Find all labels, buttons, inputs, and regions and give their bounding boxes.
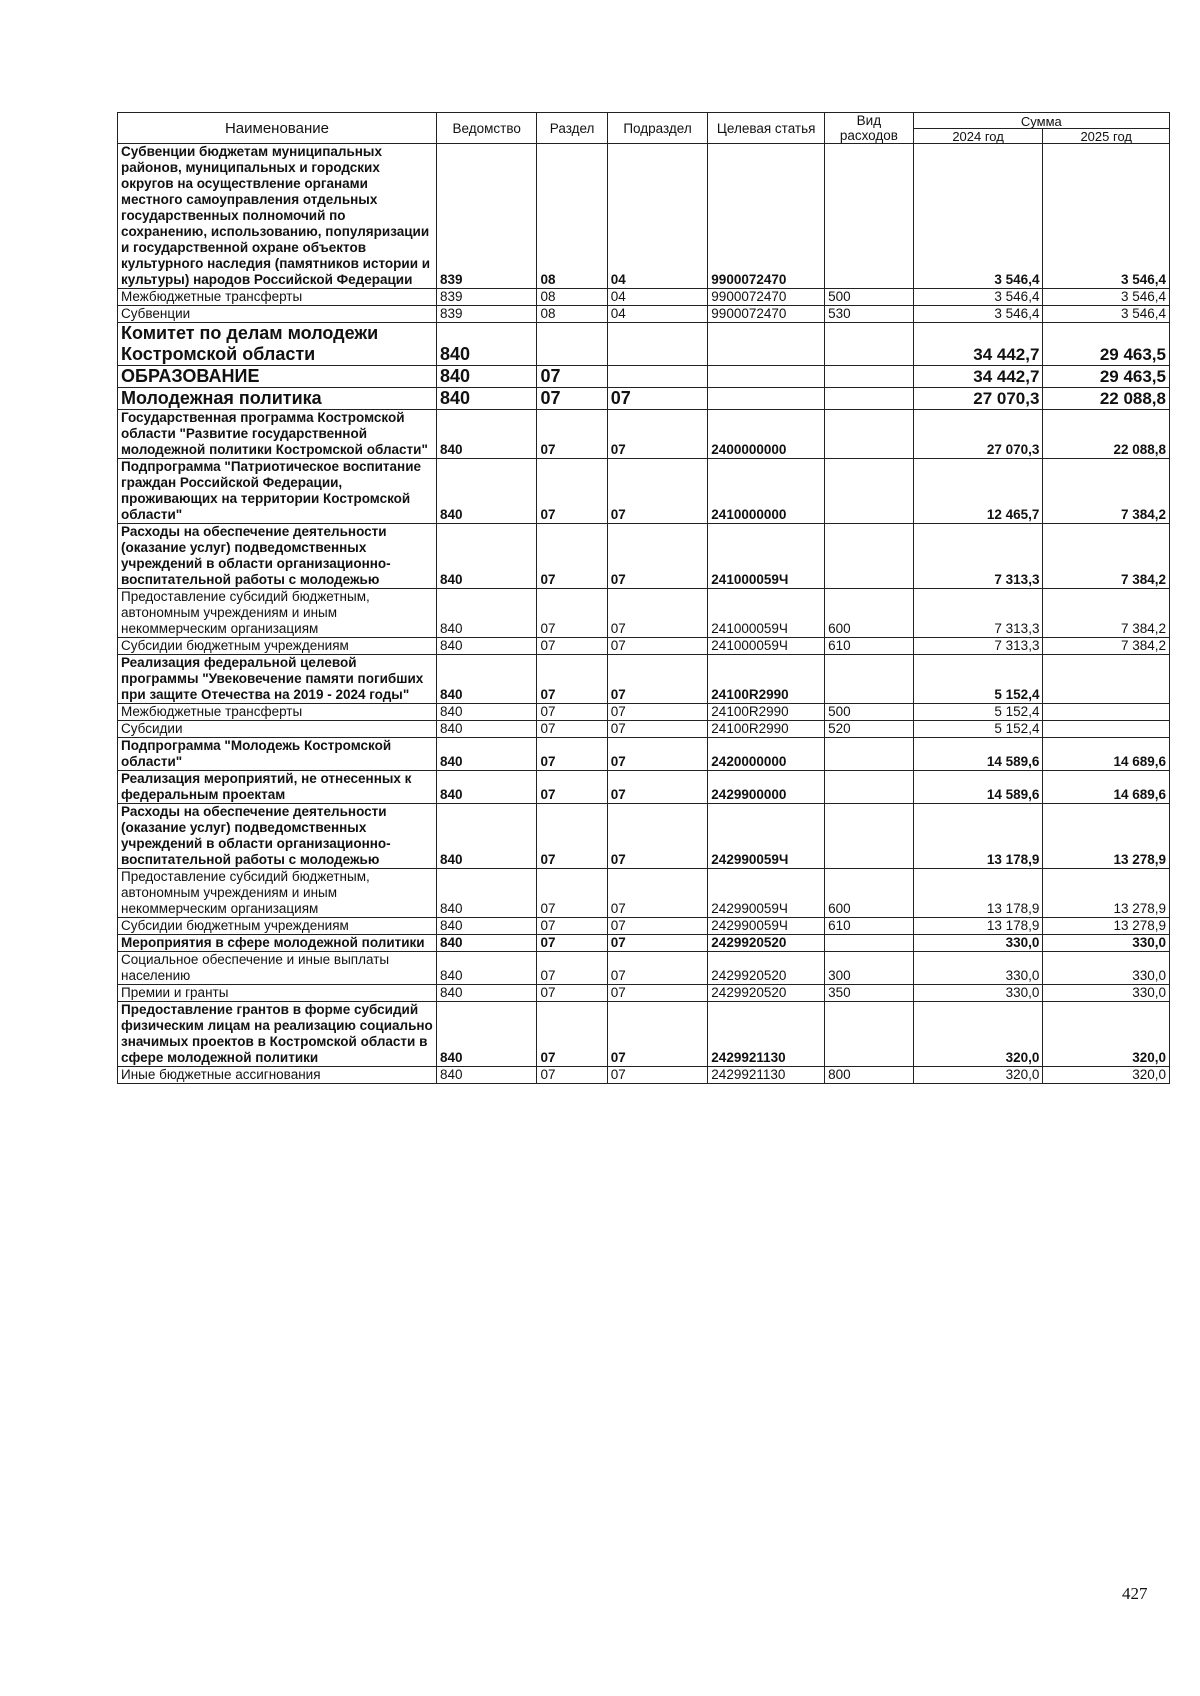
cell-section: 07 xyxy=(537,704,607,721)
cell-department: 840 xyxy=(436,388,537,410)
cell-section: 07 xyxy=(537,721,607,738)
cell-section: 07 xyxy=(537,410,607,459)
cell-sum-2025: 3 546,4 xyxy=(1043,289,1170,306)
cell-target: 24100R2990 xyxy=(708,655,825,704)
table-row xyxy=(118,289,1170,306)
cell-kind: 300 xyxy=(825,952,914,985)
cell-sum-2025: 320,0 xyxy=(1043,1002,1170,1067)
cell-sum-2024: 27 070,3 xyxy=(913,410,1043,459)
cell-target: 2429900000 xyxy=(708,771,825,804)
cell-kind xyxy=(825,524,914,589)
cell-target: 2400000000 xyxy=(708,410,825,459)
table-row xyxy=(118,804,1170,869)
cell-subsection: 07 xyxy=(607,804,708,869)
cell-section: 07 xyxy=(537,459,607,524)
budget-table xyxy=(117,112,1170,1084)
cell-name: Реализация мероприятий, не отнесенных к федеральным проектам xyxy=(118,771,437,804)
cell-name: Социальное обеспечение и иные выплаты населению xyxy=(118,952,437,985)
cell-department: 840 xyxy=(436,1067,537,1084)
cell-sum-2024: 3 546,4 xyxy=(913,306,1043,323)
table-row xyxy=(118,935,1170,952)
cell-sum-2024: 14 589,6 xyxy=(913,771,1043,804)
cell-department: 840 xyxy=(436,366,537,388)
cell-sum-2024: 330,0 xyxy=(913,935,1043,952)
cell-kind xyxy=(825,410,914,459)
cell-sum-2025: 13 278,9 xyxy=(1043,804,1170,869)
cell-target: 24100R2990 xyxy=(708,721,825,738)
cell-sum-2024: 5 152,4 xyxy=(913,655,1043,704)
cell-sum-2025: 7 384,2 xyxy=(1043,638,1170,655)
cell-subsection: 04 xyxy=(607,144,708,289)
cell-section: 07 xyxy=(537,638,607,655)
cell-sum-2024: 7 313,3 xyxy=(913,524,1043,589)
cell-section xyxy=(537,323,607,366)
cell-sum-2024: 5 152,4 xyxy=(913,721,1043,738)
cell-section: 07 xyxy=(537,366,607,388)
table-row xyxy=(118,655,1170,704)
cell-sum-2024: 13 178,9 xyxy=(913,869,1043,918)
cell-section: 07 xyxy=(537,388,607,410)
cell-sum-2025: 3 546,4 xyxy=(1043,306,1170,323)
cell-subsection: 07 xyxy=(607,459,708,524)
cell-sum-2025 xyxy=(1043,655,1170,704)
cell-kind xyxy=(825,459,914,524)
cell-sum-2024: 7 313,3 xyxy=(913,638,1043,655)
cell-kind: 530 xyxy=(825,306,914,323)
table-row xyxy=(118,738,1170,771)
cell-department: 840 xyxy=(436,1002,537,1067)
cell-sum-2024: 3 546,4 xyxy=(913,289,1043,306)
cell-name: Субсидии бюджетным учреждениям xyxy=(118,918,437,935)
cell-kind xyxy=(825,144,914,289)
cell-subsection: 07 xyxy=(607,1002,708,1067)
cell-sum-2024: 13 178,9 xyxy=(913,804,1043,869)
cell-name: ОБРАЗОВАНИЕ xyxy=(118,366,437,388)
cell-subsection: 07 xyxy=(607,985,708,1002)
cell-target: 9900072470 xyxy=(708,306,825,323)
cell-name: Реализация федеральной целевой программы "Увековечение памяти погибших при защите Отечества на 2019 - 2024 годы" xyxy=(118,655,437,704)
cell-target: 2429921130 xyxy=(708,1002,825,1067)
cell-section: 08 xyxy=(537,144,607,289)
cell-sum-2025 xyxy=(1043,721,1170,738)
cell-subsection: 04 xyxy=(607,289,708,306)
cell-name: Иные бюджетные ассигнования xyxy=(118,1067,437,1084)
cell-kind: 520 xyxy=(825,721,914,738)
header-subsection: Подраздел xyxy=(607,113,708,144)
cell-subsection: 04 xyxy=(607,306,708,323)
cell-sum-2024: 27 070,3 xyxy=(913,388,1043,410)
table-row xyxy=(118,952,1170,985)
cell-department: 840 xyxy=(436,985,537,1002)
cell-department: 840 xyxy=(436,771,537,804)
cell-sum-2024: 34 442,7 xyxy=(913,366,1043,388)
cell-subsection: 07 xyxy=(607,410,708,459)
cell-subsection xyxy=(607,323,708,366)
cell-sum-2024: 12 465,7 xyxy=(913,459,1043,524)
cell-sum-2024: 330,0 xyxy=(913,952,1043,985)
cell-department: 840 xyxy=(436,459,537,524)
cell-department: 840 xyxy=(436,704,537,721)
table-row xyxy=(118,366,1170,388)
table-row xyxy=(118,638,1170,655)
cell-department: 840 xyxy=(436,638,537,655)
cell-sum-2025: 14 689,6 xyxy=(1043,738,1170,771)
cell-section: 07 xyxy=(537,738,607,771)
cell-sum-2025: 330,0 xyxy=(1043,935,1170,952)
cell-name: Мероприятия в сфере молодежной политики xyxy=(118,935,437,952)
cell-department: 840 xyxy=(436,410,537,459)
page-number: 427 xyxy=(1122,1584,1148,1603)
cell-sum-2024: 14 589,6 xyxy=(913,738,1043,771)
cell-subsection: 07 xyxy=(607,638,708,655)
cell-section: 07 xyxy=(537,655,607,704)
cell-department: 840 xyxy=(436,524,537,589)
cell-target: 2429920520 xyxy=(708,985,825,1002)
table-row xyxy=(118,589,1170,638)
cell-subsection: 07 xyxy=(607,589,708,638)
cell-sum-2025: 13 278,9 xyxy=(1043,918,1170,935)
cell-department: 840 xyxy=(436,738,537,771)
cell-target: 242990059Ч xyxy=(708,804,825,869)
cell-kind: 350 xyxy=(825,985,914,1002)
cell-target: 242990059Ч xyxy=(708,869,825,918)
table-row xyxy=(118,721,1170,738)
cell-target: 2420000000 xyxy=(708,738,825,771)
cell-target: 241000059Ч xyxy=(708,524,825,589)
cell-target xyxy=(708,366,825,388)
cell-target: 2410000000 xyxy=(708,459,825,524)
cell-name: Расходы на обеспечение деятельности (оказание услуг) подведомственных учреждений в области организационно-воспитательной работы с молодежью xyxy=(118,524,437,589)
cell-sum-2024: 320,0 xyxy=(913,1002,1043,1067)
cell-subsection: 07 xyxy=(607,388,708,410)
table-row xyxy=(118,524,1170,589)
cell-subsection: 07 xyxy=(607,704,708,721)
table-row xyxy=(118,323,1170,366)
cell-sum-2024: 7 313,3 xyxy=(913,589,1043,638)
cell-sum-2025: 22 088,8 xyxy=(1043,388,1170,410)
cell-name: Субвенции xyxy=(118,306,437,323)
cell-kind: 500 xyxy=(825,704,914,721)
cell-kind: 600 xyxy=(825,869,914,918)
table-row xyxy=(118,771,1170,804)
cell-kind xyxy=(825,366,914,388)
cell-name: Комитет по делам молодежи Костромской области xyxy=(118,323,437,366)
cell-sum-2025: 320,0 xyxy=(1043,1067,1170,1084)
table-row xyxy=(118,459,1170,524)
header-name: Наименование xyxy=(118,113,437,144)
cell-kind: 610 xyxy=(825,918,914,935)
cell-section: 07 xyxy=(537,589,607,638)
cell-sum-2025: 29 463,5 xyxy=(1043,366,1170,388)
table-body xyxy=(118,144,1170,1084)
cell-sum-2025: 29 463,5 xyxy=(1043,323,1170,366)
cell-name: Межбюджетные трансферты xyxy=(118,289,437,306)
cell-department: 840 xyxy=(436,655,537,704)
cell-subsection: 07 xyxy=(607,918,708,935)
cell-section: 07 xyxy=(537,1067,607,1084)
cell-kind xyxy=(825,655,914,704)
cell-subsection: 07 xyxy=(607,771,708,804)
cell-sum-2024: 330,0 xyxy=(913,985,1043,1002)
cell-name: Молодежная политика xyxy=(118,388,437,410)
cell-name: Субвенции бюджетам муниципальных районов, муниципальных и городских округов на осуществление органами местного самоуправления отдельных государственных полномочий по сохранению, использованию, популяризации и государственной охране объектов культурного наследия (памятников истории и культуры) народов Российской Федерации xyxy=(118,144,437,289)
cell-target: 242990059Ч xyxy=(708,918,825,935)
cell-sum-2025: 330,0 xyxy=(1043,985,1170,1002)
cell-kind xyxy=(825,388,914,410)
cell-kind xyxy=(825,738,914,771)
cell-target: 9900072470 xyxy=(708,144,825,289)
cell-kind: 610 xyxy=(825,638,914,655)
cell-kind: 600 xyxy=(825,589,914,638)
cell-subsection: 07 xyxy=(607,721,708,738)
table-row xyxy=(118,410,1170,459)
cell-target: 241000059Ч xyxy=(708,589,825,638)
cell-section: 08 xyxy=(537,289,607,306)
cell-department: 840 xyxy=(436,952,537,985)
cell-name: Предоставление субсидий бюджетным, автономным учреждениям и иным некоммерческим организациям xyxy=(118,589,437,638)
cell-section: 07 xyxy=(537,918,607,935)
table-row xyxy=(118,144,1170,289)
table-row xyxy=(118,704,1170,721)
table-row xyxy=(118,306,1170,323)
cell-sum-2025: 13 278,9 xyxy=(1043,869,1170,918)
cell-target: 2429921130 xyxy=(708,1067,825,1084)
cell-subsection: 07 xyxy=(607,738,708,771)
header-section: Раздел xyxy=(537,113,607,144)
cell-target: 241000059Ч xyxy=(708,638,825,655)
cell-name: Предоставление грантов в форме субсидий физическим лицам на реализацию социально значимых проектов в Костромской области в сфере молодежной политики xyxy=(118,1002,437,1067)
cell-department: 840 xyxy=(436,869,537,918)
cell-sum-2025: 14 689,6 xyxy=(1043,771,1170,804)
cell-name: Субсидии xyxy=(118,721,437,738)
header-kind: Вид расходов xyxy=(825,113,914,144)
cell-kind xyxy=(825,935,914,952)
cell-kind: 800 xyxy=(825,1067,914,1084)
cell-section: 07 xyxy=(537,771,607,804)
cell-subsection: 07 xyxy=(607,1067,708,1084)
cell-sum-2025 xyxy=(1043,704,1170,721)
header-year-2025: 2025 год xyxy=(1043,129,1170,144)
cell-sum-2025: 7 384,2 xyxy=(1043,589,1170,638)
cell-sum-2024: 320,0 xyxy=(913,1067,1043,1084)
cell-kind xyxy=(825,323,914,366)
table-row xyxy=(118,1002,1170,1067)
cell-name: Расходы на обеспечение деятельности (оказание услуг) подведомственных учреждений в области организационно-воспитательной работы с молодежью xyxy=(118,804,437,869)
cell-name: Предоставление субсидий бюджетным, автономным учреждениям и иным некоммерческим организациям xyxy=(118,869,437,918)
cell-sum-2025: 7 384,2 xyxy=(1043,524,1170,589)
cell-subsection: 07 xyxy=(607,935,708,952)
cell-subsection: 07 xyxy=(607,869,708,918)
cell-sum-2025: 3 546,4 xyxy=(1043,144,1170,289)
table-row xyxy=(118,869,1170,918)
cell-target: 9900072470 xyxy=(708,289,825,306)
cell-name: Подпрограмма "Молодежь Костромской области" xyxy=(118,738,437,771)
cell-target: 2429920520 xyxy=(708,952,825,985)
cell-name: Премии и гранты xyxy=(118,985,437,1002)
cell-sum-2024: 5 152,4 xyxy=(913,704,1043,721)
cell-section: 08 xyxy=(537,306,607,323)
cell-department: 839 xyxy=(436,144,537,289)
cell-section: 07 xyxy=(537,869,607,918)
cell-target: 24100R2990 xyxy=(708,704,825,721)
header-sum: Сумма xyxy=(913,113,1169,129)
cell-section: 07 xyxy=(537,524,607,589)
cell-section: 07 xyxy=(537,985,607,1002)
cell-kind: 500 xyxy=(825,289,914,306)
cell-department: 839 xyxy=(436,306,537,323)
table-row xyxy=(118,918,1170,935)
cell-subsection xyxy=(607,366,708,388)
cell-subsection: 07 xyxy=(607,655,708,704)
cell-department: 839 xyxy=(436,289,537,306)
cell-name: Межбюджетные трансферты xyxy=(118,704,437,721)
cell-sum-2024: 3 546,4 xyxy=(913,144,1043,289)
cell-subsection: 07 xyxy=(607,524,708,589)
cell-department: 840 xyxy=(436,935,537,952)
cell-sum-2024: 13 178,9 xyxy=(913,918,1043,935)
cell-department: 840 xyxy=(436,918,537,935)
cell-name: Субсидии бюджетным учреждениям xyxy=(118,638,437,655)
cell-department: 840 xyxy=(436,804,537,869)
cell-name: Государственная программа Костромской области "Развитие государственной молодежной политики Костромской области" xyxy=(118,410,437,459)
cell-subsection: 07 xyxy=(607,952,708,985)
cell-sum-2025: 330,0 xyxy=(1043,952,1170,985)
cell-target xyxy=(708,388,825,410)
header-target: Целевая статья xyxy=(708,113,825,144)
cell-sum-2025: 22 088,8 xyxy=(1043,410,1170,459)
cell-section: 07 xyxy=(537,804,607,869)
cell-section: 07 xyxy=(537,935,607,952)
cell-sum-2025: 7 384,2 xyxy=(1043,459,1170,524)
cell-department: 840 xyxy=(436,721,537,738)
cell-kind xyxy=(825,804,914,869)
table-header xyxy=(118,113,1170,144)
header-department: Ведомство xyxy=(436,113,537,144)
cell-kind xyxy=(825,1002,914,1067)
header-year-2024: 2024 год xyxy=(913,129,1043,144)
cell-kind xyxy=(825,771,914,804)
cell-department: 840 xyxy=(436,589,537,638)
cell-sum-2024: 34 442,7 xyxy=(913,323,1043,366)
table-row xyxy=(118,1067,1170,1084)
cell-name: Подпрограмма "Патриотическое воспитание граждан Российской Федерации, проживающих на территории Костромской области" xyxy=(118,459,437,524)
cell-section: 07 xyxy=(537,1002,607,1067)
cell-target: 2429920520 xyxy=(708,935,825,952)
cell-target xyxy=(708,323,825,366)
table-row xyxy=(118,388,1170,410)
cell-department: 840 xyxy=(436,323,537,366)
table-row xyxy=(118,985,1170,1002)
cell-section: 07 xyxy=(537,952,607,985)
